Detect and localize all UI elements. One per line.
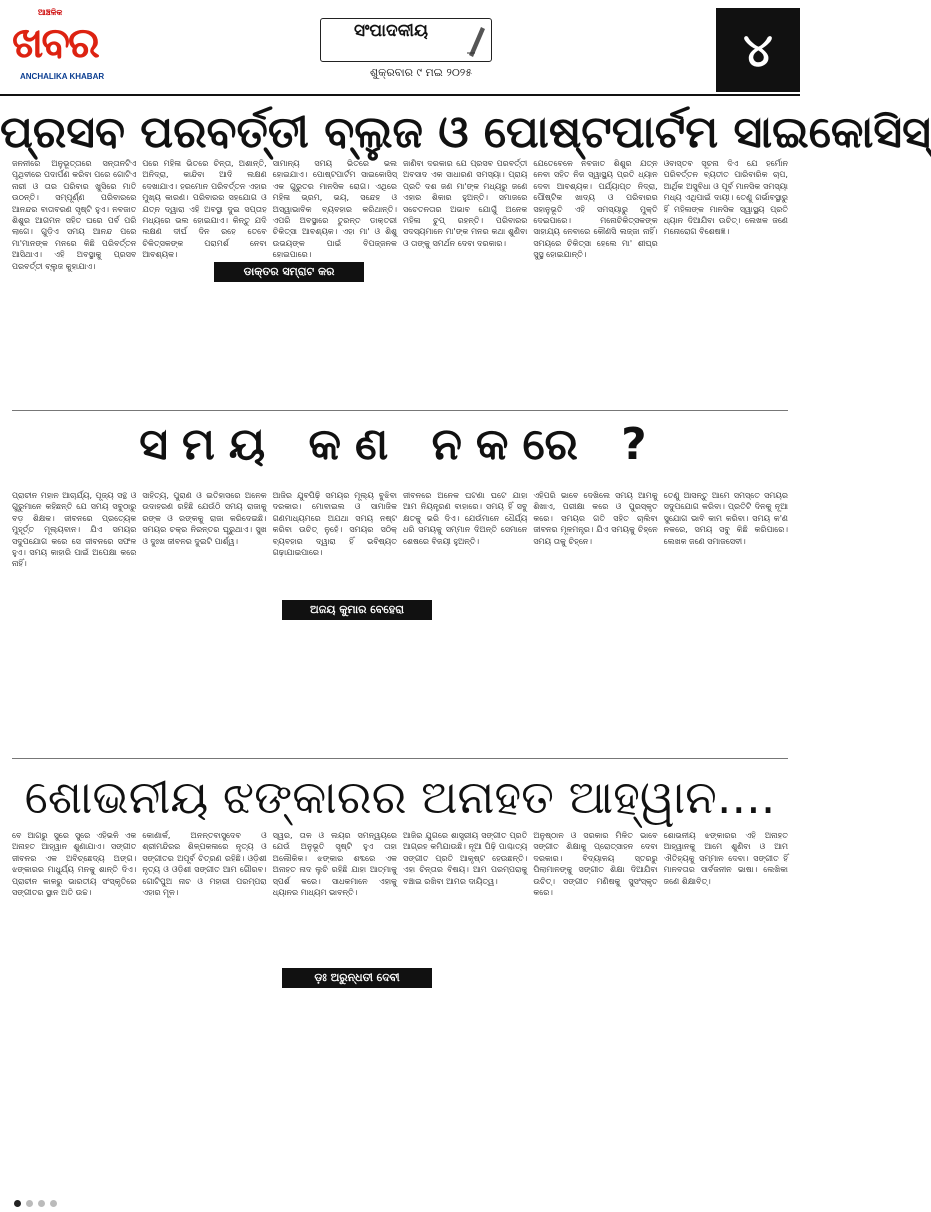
article-1-column-4: ଜାଣିବା ଦରକାର ଯେ ପ୍ରସବ ପରବର୍ତ୍ତୀ ଅବସାଦ ଏକ ସାଧାରଣ ସମସ୍ୟା। ପ୍ରାୟ ପ୍ରତି ଦଶ ଜଣ ମା'ଙ୍କ ମଧ୍ୟରୁ ଜଣେ ଏହାର ଶିକାର ହୁଅନ୍ତି। ସମାଜରେ ସଚେତନତାର ଅଭାବ ଯୋଗୁଁ ଅନେକ ମହିଳା ଚୁପ୍ ରହନ୍ତି। ପରିବାରର ସଦସ୍ୟମାନେ ମା'ଙ୍କ ମନର କଥା ଶୁଣିବା ଓ ତାଙ୍କୁ ସମର୍ଥନ ଦେବା ଦରକାର। [402,159,528,248]
logo-small-text: ଆଞ୍ଚଳିକ [38,8,63,17]
article-3-column-6: ଶୋଭନୀୟ ଝଙ୍କାରର ଏହି ଅନାହତ ଆହ୍ୱାନକୁ ଆମେ ଶୁଣିବା ଓ ଆମ ଐତିହ୍ୟକୁ ସମ୍ମାନ ଦେବା। ସଙ୍ଗୀତ ହିଁ ମାନବତାର ସାର୍ବଜନୀନ ଭାଷା। ଲେଖିକା ଜଣେ ଶିକ୍ଷାବିତ୍। [663,831,788,886]
article-3-byline: ଡ଼ଃ ଅରୁନ୍ଧତୀ ଦେବୀ [282,968,432,988]
article-3-body [12,830,788,1198]
article-2-body [12,490,788,758]
page-number: ୪ [716,8,800,92]
section-divider-1 [12,410,788,411]
article-3-column-3: ସ୍ୱର, ତାଳ ଓ ଲୟର ସମନ୍ୱୟରେ ଯେଉଁ ଅନୁଭୂତି ସୃଷ୍ଟି ହୁଏ ତାହା ଅଲୌକିକ। ଝଙ୍କାର ଶବ୍ଦରେ ଏକ ଅନାହତ ନାଦ ଲୁଚି ରହିଛି ଯାହା ଆତ୍ମାକୁ ସ୍ପର୍ଶ କରେ। ସାଧକମାନେ ଏହାକୁ ଧ୍ୟାନର ମାଧ୍ୟମ ଭାବନ୍ତି। [272,831,397,898]
article-2-column-5: ଏହିପରି ଭାବେ ଦେଖିଲେ ସମୟ ଆମକୁ ଶିଖାଏ, ପରୀକ୍ଷା କରେ ଓ ପୁରସ୍କୃତ କରେ। ସମୟର ଗତି ସହିତ ଚାଲିବା ଜୀବନର ମୂଳମନ୍ତ୍ର। ଯିଏ ସମୟକୁ ଚିହ୍ନେ ସମୟ ତାକୁ ଚିହ୍ନେ। [533,491,658,546]
article-2-column-6: ତେଣୁ ଆସନ୍ତୁ ଆମେ ସମସ୍ତେ ସମୟର ସଦୁପଯୋଗ କରିବା। ପ୍ରତିଟି ଦିନକୁ ନୂଆ ସୁଯୋଗ ଭାବି କାମ କରିବା। ସମୟ କ'ଣ ନକରେ, ସମୟ ସବୁ କିଛି କରିପାରେ। ଲେଖକ ଜଣେ ସମାଜସେବୀ। [663,491,788,546]
article-3-column-1: ବେ ଆଗରୁ ସୁରେ ସୁରେ ଏହିଭଳି ଏକ ଅନାହତ ଆହ୍ୱାନ ଶୁଣାଯାଏ। ସଙ୍ଗୀତ ଜୀବନର ଏକ ଅବିଚ୍ଛେଦ୍ୟ ଅଙ୍ଗ। ଝଙ୍କାରର ମାଧୁର୍ଯ୍ୟ ମନକୁ ଶାନ୍ତି ଦିଏ। ପ୍ରାଚୀନ କାଳରୁ ଭାରତୀୟ ସଂସ୍କୃତିରେ ସଙ୍ଗୀତର ସ୍ଥାନ ଅତି ଉଚ୍ଚ। [12,831,137,898]
article-2-column-3: ଆଜିର ଯୁବପିଢ଼ି ସମୟର ମୂଲ୍ୟ ବୁଝିବା ଦରକାର। ମୋବାଇଲ ଓ ସାମାଜିକ ଗଣମାଧ୍ୟମରେ ଅଯଥା ସମୟ ନଷ୍ଟ କରିବା ଉଚିତ୍ ନୁହେଁ। ସମୟର ସଠିକ୍ ବ୍ୟବହାର ଦ୍ୱାରା ହିଁ ଭବିଷ୍ୟତ ଗଢ଼ାଯାଇପାରେ। [272,491,397,558]
article-2-column-1: ପ୍ରାଚୀନ ମହାନ ଆଚାର୍ଯ୍ୟ, ପୂଜ୍ୟ ସନ୍ଥ ଓ ଗୁରୁମାନେ କହିଛନ୍ତି ଯେ ସମୟ ସବୁଠାରୁ ବଡ଼ ଶିକ୍ଷକ। ଜୀବନରେ ପ୍ରତ୍ୟେକ ମୁହୂର୍ତ୍ତ ମୂଲ୍ୟବାନ। ଯିଏ ସମୟର ସଦୁପଯୋଗ କରେ ସେ ଜୀବନରେ ସଫଳ ହୁଏ। ସମୟ କାହାରି ପାଇଁ ଅପେକ୍ଷା କରେ ନାହିଁ। [12,491,137,569]
article-3-column-5: ଅନୁଷ୍ଠାନ ଓ ସରକାର ମିଳିତ ଭାବେ ସଙ୍ଗୀତ ଶିକ୍ଷାକୁ ପ୍ରୋତ୍ସାହନ ଦେବା ଦରକାର। ବିଦ୍ୟାଳୟ ସ୍ତରରୁ ପିଲାମାନଙ୍କୁ ସଙ୍ଗୀତ ଶିକ୍ଷା ଦିଆଯିବା ଉଚିତ୍। ସଙ୍ଗୀତ ମଣିଷକୁ ସୁସଂସ୍କୃତ କରେ। [533,831,658,898]
page-indicator[interactable] [14,1200,57,1207]
page-dot[interactable] [26,1200,33,1207]
masthead [0,0,800,96]
section-divider-2 [12,758,788,759]
newspaper-logo [8,8,166,86]
logo-title: ଖବର [12,18,98,67]
section-title: ସଂପାଦକୀୟ [353,21,429,41]
section-title-box [320,18,492,62]
article-2-headline: ସମୟ କଣ ନକରେ ? [139,419,661,470]
article-1-byline: ଡାକ୍ତର ସମ୍ରାଟ କର [214,262,364,282]
issue-date: ଶୁକ୍ରବାର ୯ ମଇ ୨୦୨୫ [370,66,473,79]
article-3-headline: ଶୋଭନୀୟ ଝଙ୍କାରର ଅନାହତ ଆହ୍ୱାନ.... [24,770,776,824]
logo-tagline: ANCHALIKA KHABAR [20,72,105,81]
page-dot[interactable] [14,1200,21,1207]
article-3-column-2: କୋଣାର୍କ, ଅନନ୍ତବାସୁଦେବ ଓ ଶ୍ରୀମନ୍ଦିରର ଶିଳ୍ପକଳାରେ ନୃତ୍ୟ ଓ ସଙ୍ଗୀତର ଅପୂର୍ବ ଚିତ୍ରଣ ରହିଛି। ଓଡ଼ିଶୀ ନୃତ୍ୟ ଓ ଓଡ଼ିଶୀ ସଙ୍ଗୀତ ଆମ ଗୌରବ। ଗୋଟିପୁଅ ନାଚ ଓ ମହାରୀ ପରମ୍ପରା ଏହାର ମୂଳ। [142,831,267,898]
article-2-column-4: ଜୀବନରେ ଅନେକ ଘଟଣା ଘଟେ ଯାହା ଆମ ନିୟନ୍ତ୍ରଣ ବାହାରେ। ସମୟ ହିଁ ସବୁ କ୍ଷତକୁ ଭରି ଦିଏ। ଯେଉଁମାନେ ଧୈର୍ଯ୍ୟ ଧରି ସମୟକୁ ସମ୍ମାନ ଦିଅନ୍ତି ସେମାନେ ଶେଷରେ ବିଜୟୀ ହୁଅନ୍ତି। [402,491,528,546]
article-1-body [12,158,788,408]
page-dot[interactable] [50,1200,57,1207]
article-3-column-4: ଆଜିର ଯୁଗରେ ଶାସ୍ତ୍ରୀୟ ସଙ୍ଗୀତ ପ୍ରତି ଆଗ୍ରହ କମିଯାଉଛି। ନୂଆ ପିଢ଼ି ପାଶ୍ଚାତ୍ୟ ସଙ୍ଗୀତ ପ୍ରତି ଆକୃଷ୍ଟ ହେଉଛନ୍ତି। ଏହା ଚିନ୍ତାର ବିଷୟ। ଆମ ପରମ୍ପରାକୁ ବଞ୍ଚାଇ ରଖିବା ଆମର ଦାୟିତ୍ୱ। [402,831,528,886]
article-1-column-6: ଓବାସ୍ତବ ସୂଚନା ଦିଏ ଯେ ହର୍ମୋନ ପରିବର୍ତ୍ତନ ବ୍ୟତୀତ ପାରିବାରିକ ଚାପ, ଆର୍ଥିକ ଅସୁବିଧା ଓ ପୂର୍ବ ମାନସିକ ସମସ୍ୟା ମଧ୍ୟ ଏଥିପାଇଁ ଦାୟୀ। ତେଣୁ ଗର୍ଭାବସ୍ଥାରୁ ହିଁ ମହିଳାଙ୍କ ମାନସିକ ସ୍ୱାସ୍ଥ୍ୟ ପ୍ରତି ଧ୍ୟାନ ଦିଆଯିବା ଉଚିତ୍। ଲେଖକ ଜଣେ ମନୋରୋଗ ବିଶେଷଜ୍ଞ। [663,159,788,237]
article-2-byline: ଅଜୟ କୁମାର ବେହେରା [282,600,432,620]
article-2-column-2: ସାହିତ୍ୟ, ପୁରାଣ ଓ ଇତିହାସରେ ଅନେକ ଉଦାହରଣ ରହିଛି ଯେଉଁଠି ସମୟ ରାଜାକୁ ରଙ୍କ ଓ ରଙ୍କକୁ ରାଜା କରିଦେଇଛି। ସମୟର ଚକ୍ର ନିରନ୍ତର ଘୂରୁଥାଏ। ସୁଖ ଓ ଦୁଃଖ ଜୀବନର ଦୁଇଟି ପାର୍ଶ୍ୱ। [142,491,267,546]
article-1-column-3: ସାମାନ୍ୟ ସମୟ ଭିତରେ ଭଲ ହୋଇଯାଏ। ପୋଷ୍ଟପାର୍ଟମ ସାଇକୋସିସ୍ ଏକ ଗୁରୁତର ମାନସିକ ରୋଗ। ଏଥିରେ ମହିଳା ଭ୍ରମ, ଭୟ, ସନ୍ଦେହ ଓ ଅସ୍ୱାଭାବିକ ବ୍ୟବହାର କରିଥାନ୍ତି। ଏପରି ଅବସ୍ଥାରେ ତୁରନ୍ତ ଡାକ୍ତରୀ ଚିକିତ୍ସା ଆବଶ୍ୟକ। ଏହା ମା' ଓ ଶିଶୁ ଉଭୟଙ୍କ ପାଇଁ ବିପଜ୍ଜନକ ହୋଇପାରେ। [272,159,397,260]
article-1-column-5: ଯେତେବେଳେ ନବଜାତ ଶିଶୁର ଯତ୍ନ ନେବା ସହିତ ନିଜ ସ୍ୱାସ୍ଥ୍ୟ ପ୍ରତି ଧ୍ୟାନ ଦେବା ଆବଶ୍ୟକ। ପର୍ଯ୍ୟାପ୍ତ ନିଦ୍ରା, ପୌଷ୍ଟିକ ଖାଦ୍ୟ ଓ ପରିବାରର ସହାନୁଭୂତି ଏହି ସମସ୍ୟାରୁ ମୁକ୍ତି ଦେଇପାରେ। ମନୋଚିକିତ୍ସକଙ୍କ ସାହାଯ୍ୟ ନେବାରେ କୌଣସି ଲଜ୍ଜା ନାହିଁ। ସମୟରେ ଚିକିତ୍ସା ହେଲେ ମା' ଶୀଘ୍ର ସୁସ୍ଥ ହୋଇଯାନ୍ତି। [533,159,658,260]
masthead-divider [0,94,800,96]
article-1-column-2: ପରେ ମହିଳା ଭିତରେ ଚିନ୍ତା, ଅଶାନ୍ତି, ଅନିଦ୍ରା, କାନ୍ଦିବା ଆଦି ଲକ୍ଷଣ ଦେଖାଯାଏ। ହରମୋନ ପରିବର୍ତ୍ତନ ଏହାର ମୁଖ୍ୟ କାରଣ। ପରିବାରର ସହଯୋଗ ଓ ଯତ୍ନ ଦ୍ୱାରା ଏହି ଅବସ୍ଥା ଦୁଇ ସପ୍ତାହ ମଧ୍ୟରେ ଭଲ ହୋଇଯାଏ। କିନ୍ତୁ ଯଦି ଲକ୍ଷଣ ଦୀର୍ଘ ଦିନ ରହେ ତେବେ ଚିକିତ୍ସକଙ୍କ ପରାମର୍ଶ ନେବା ଆବଶ୍ୟକ। [142,159,267,260]
article-1-headline: ପ୍ରସବ ପରବର୍ତ୍ତୀ ବ୍ଲୁଜ ଓ ପୋଷ୍ଟପାର୍ଟମ ସାଇକୋସିସ୍ [0,107,931,158]
page-dot[interactable] [38,1200,45,1207]
pen-icon [465,23,487,57]
article-1-column-1: ଜନନୀରେ ଅନୁଭୂତ୍ତାରେ ସନ୍ତାନଟିଏ ପୃଥିବୀରେ ପଦାର୍ପଣ କରିବା ପରେ ଗୋଟିଏ ନାରୀ ଓ ତାର ପରିବାର ଖୁସିରେ ମାତି ଉଠନ୍ତି। ସମ୍ପୂର୍ଣ୍ଣ ପରିବାରରେ ଆନନ୍ଦର ବାତାବରଣ ସୃଷ୍ଟି ହୁଏ। ନବଜାତ ଶିଶୁର ଆଗମନ ସହିତ ଘରେ ପର୍ବ ପରି ଲାଗେ। ଗୁଡ଼ିଏ ସମୟ ଆନନ୍ଦ ପରେ ମା'ମାନଙ୍କ ମନରେ କିଛି ପରିବର୍ତ୍ତନ ଆସିଥାଏ। ଏହି ଅବସ୍ଥାକୁ ପ୍ରସବ ପରବର୍ତ୍ତୀ ବ୍ଲୁଜ କୁହାଯାଏ। [12,159,137,271]
